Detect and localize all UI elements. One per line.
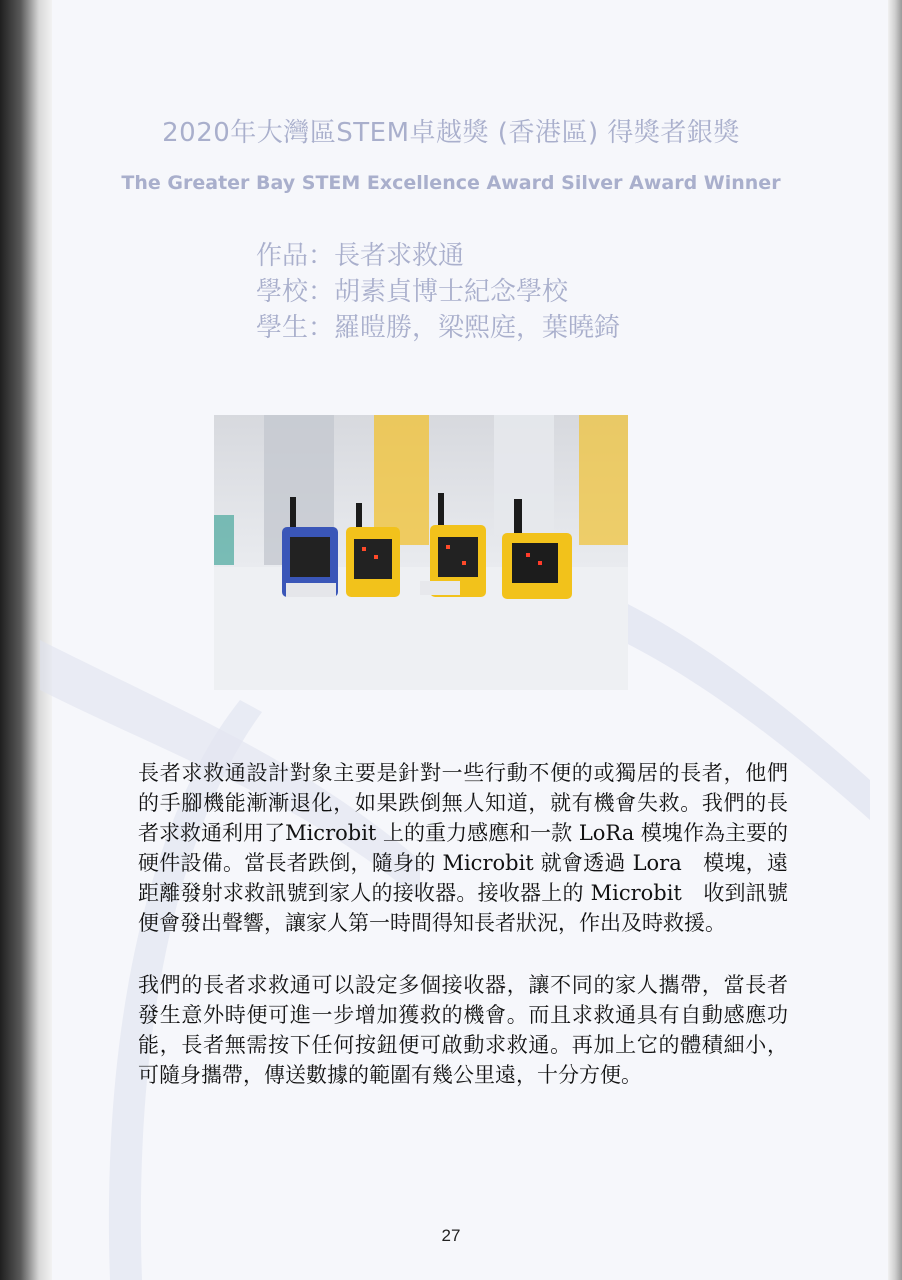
students-line: 學生：羅暟勝，梁熙庭，葉曉錡 (256, 313, 621, 343)
product-photo (214, 415, 628, 690)
entry-info (256, 238, 620, 346)
work-line: 作品：長者求救通 (256, 241, 465, 271)
award-title-english: The Greater Bay STEM Excellence Award Silver Award Winner (121, 172, 781, 194)
page-number: 27 (441, 1226, 461, 1245)
school-line: 學校：胡素貞博士紀念學校 (256, 277, 569, 307)
description-paragraph-1: 長者求救通設計對象主要是針對一些行動不便的或獨居的長者，他們的手腳機能漸漸退化，如果跌倒無人知道，就有機會失救。我們的長者求救通利用了Microbit 上的重力感應和一款 LoRa 模塊作為主要的硬件設備。當長者跌倒，隨身的 Microbit 就會透過 Lora 模塊，遠距離發射求救訊號到家人的接收器。接收器上的 Microbit 收到訊號便會發出聲響，讓家人第一時間得知長者狀況，作出及時救援。 (138, 761, 788, 935)
description-paragraph-2: 我們的長者求救通可以設定多個接收器，讓不同的家人攜帶，當長者發生意外時便可進一步增加獲救的機會。而且求救通具有自動感應功能，長者無需按下任何按鈕便可啟動求救通。再加上它的體積細小，可隨身攜帶，傳送數據的範圍有幾公里遠，十分方便。 (138, 973, 788, 1087)
award-title-chinese: 2020年大灣區STEM卓越獎 (香港區) 得獎者銀獎 (162, 118, 740, 148)
